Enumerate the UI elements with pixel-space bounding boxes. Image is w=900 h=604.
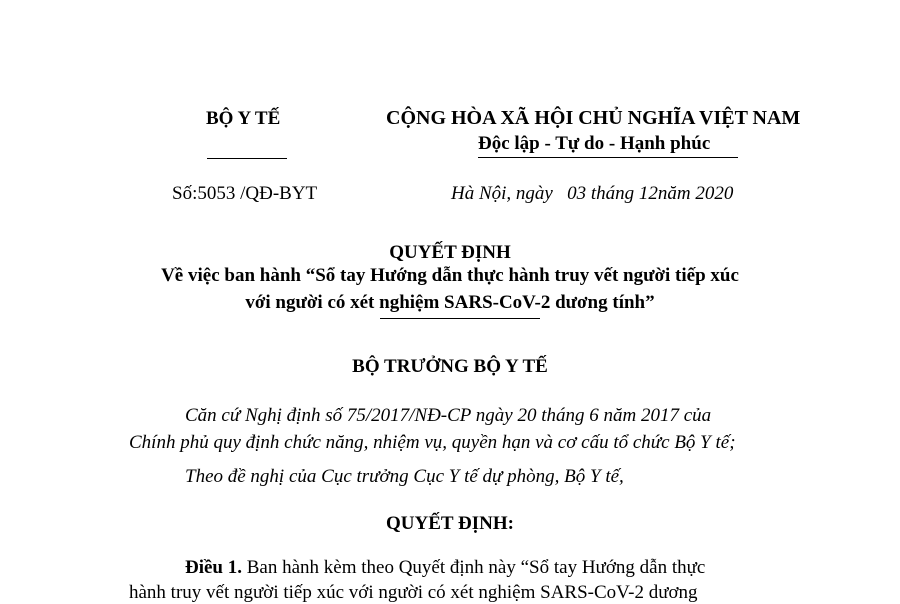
motto-underline [478,157,738,158]
decision-subject-line2: với người có xét nghiệm SARS-CoV-2 dương tính” [245,292,655,313]
ministry-name: BỘ Y TẾ [206,108,281,129]
article-1-line1 [185,557,705,579]
decision-subject-line1: Về việc ban hành “Sổ tay Hướng dẫn thực hành truy vết người tiếp xúc [161,265,739,286]
place-date: Hà Nội, ngày 03 tháng 12năm 2020 [451,183,734,204]
authority-heading: BỘ TRƯỞNG BỘ Y TẾ [352,356,548,377]
legal-basis-line1: Căn cứ Nghị định số 75/2017/NĐ-CP ngày 20 tháng 6 năm 2017 của [185,405,712,426]
ministry-underline [207,158,287,159]
national-motto: Độc lập - Tự do - Hạnh phúc [478,133,711,154]
decision-heading: QUYẾT ĐỊNH [389,242,511,263]
country-name: CỘNG HÒA XÃ HỘI CHỦ NGHĨA VIỆT NAM [386,107,801,129]
document-number: Số:5053 /QĐ-BYT [172,183,318,204]
article-1-label: Điều 1. [185,557,242,578]
decides-heading: QUYẾT ĐỊNH: [386,513,514,534]
proposal-line: Theo đề nghị của Cục trưởng Cục Y tế dự phòng, Bộ Y tế, [185,466,624,487]
article-1-line2: hành truy vết người tiếp xúc với người có xét nghiệm SARS-CoV-2 dương [129,582,698,603]
legal-basis-line2: Chính phủ quy định chức năng, nhiệm vụ, quyền hạn và cơ cấu tổ chức Bộ Y tế; [129,432,736,453]
article-1-text-line1: Ban hành kèm theo Quyết định này “Sổ tay Hướng dẫn thực [242,557,706,578]
subject-underline [380,318,540,319]
